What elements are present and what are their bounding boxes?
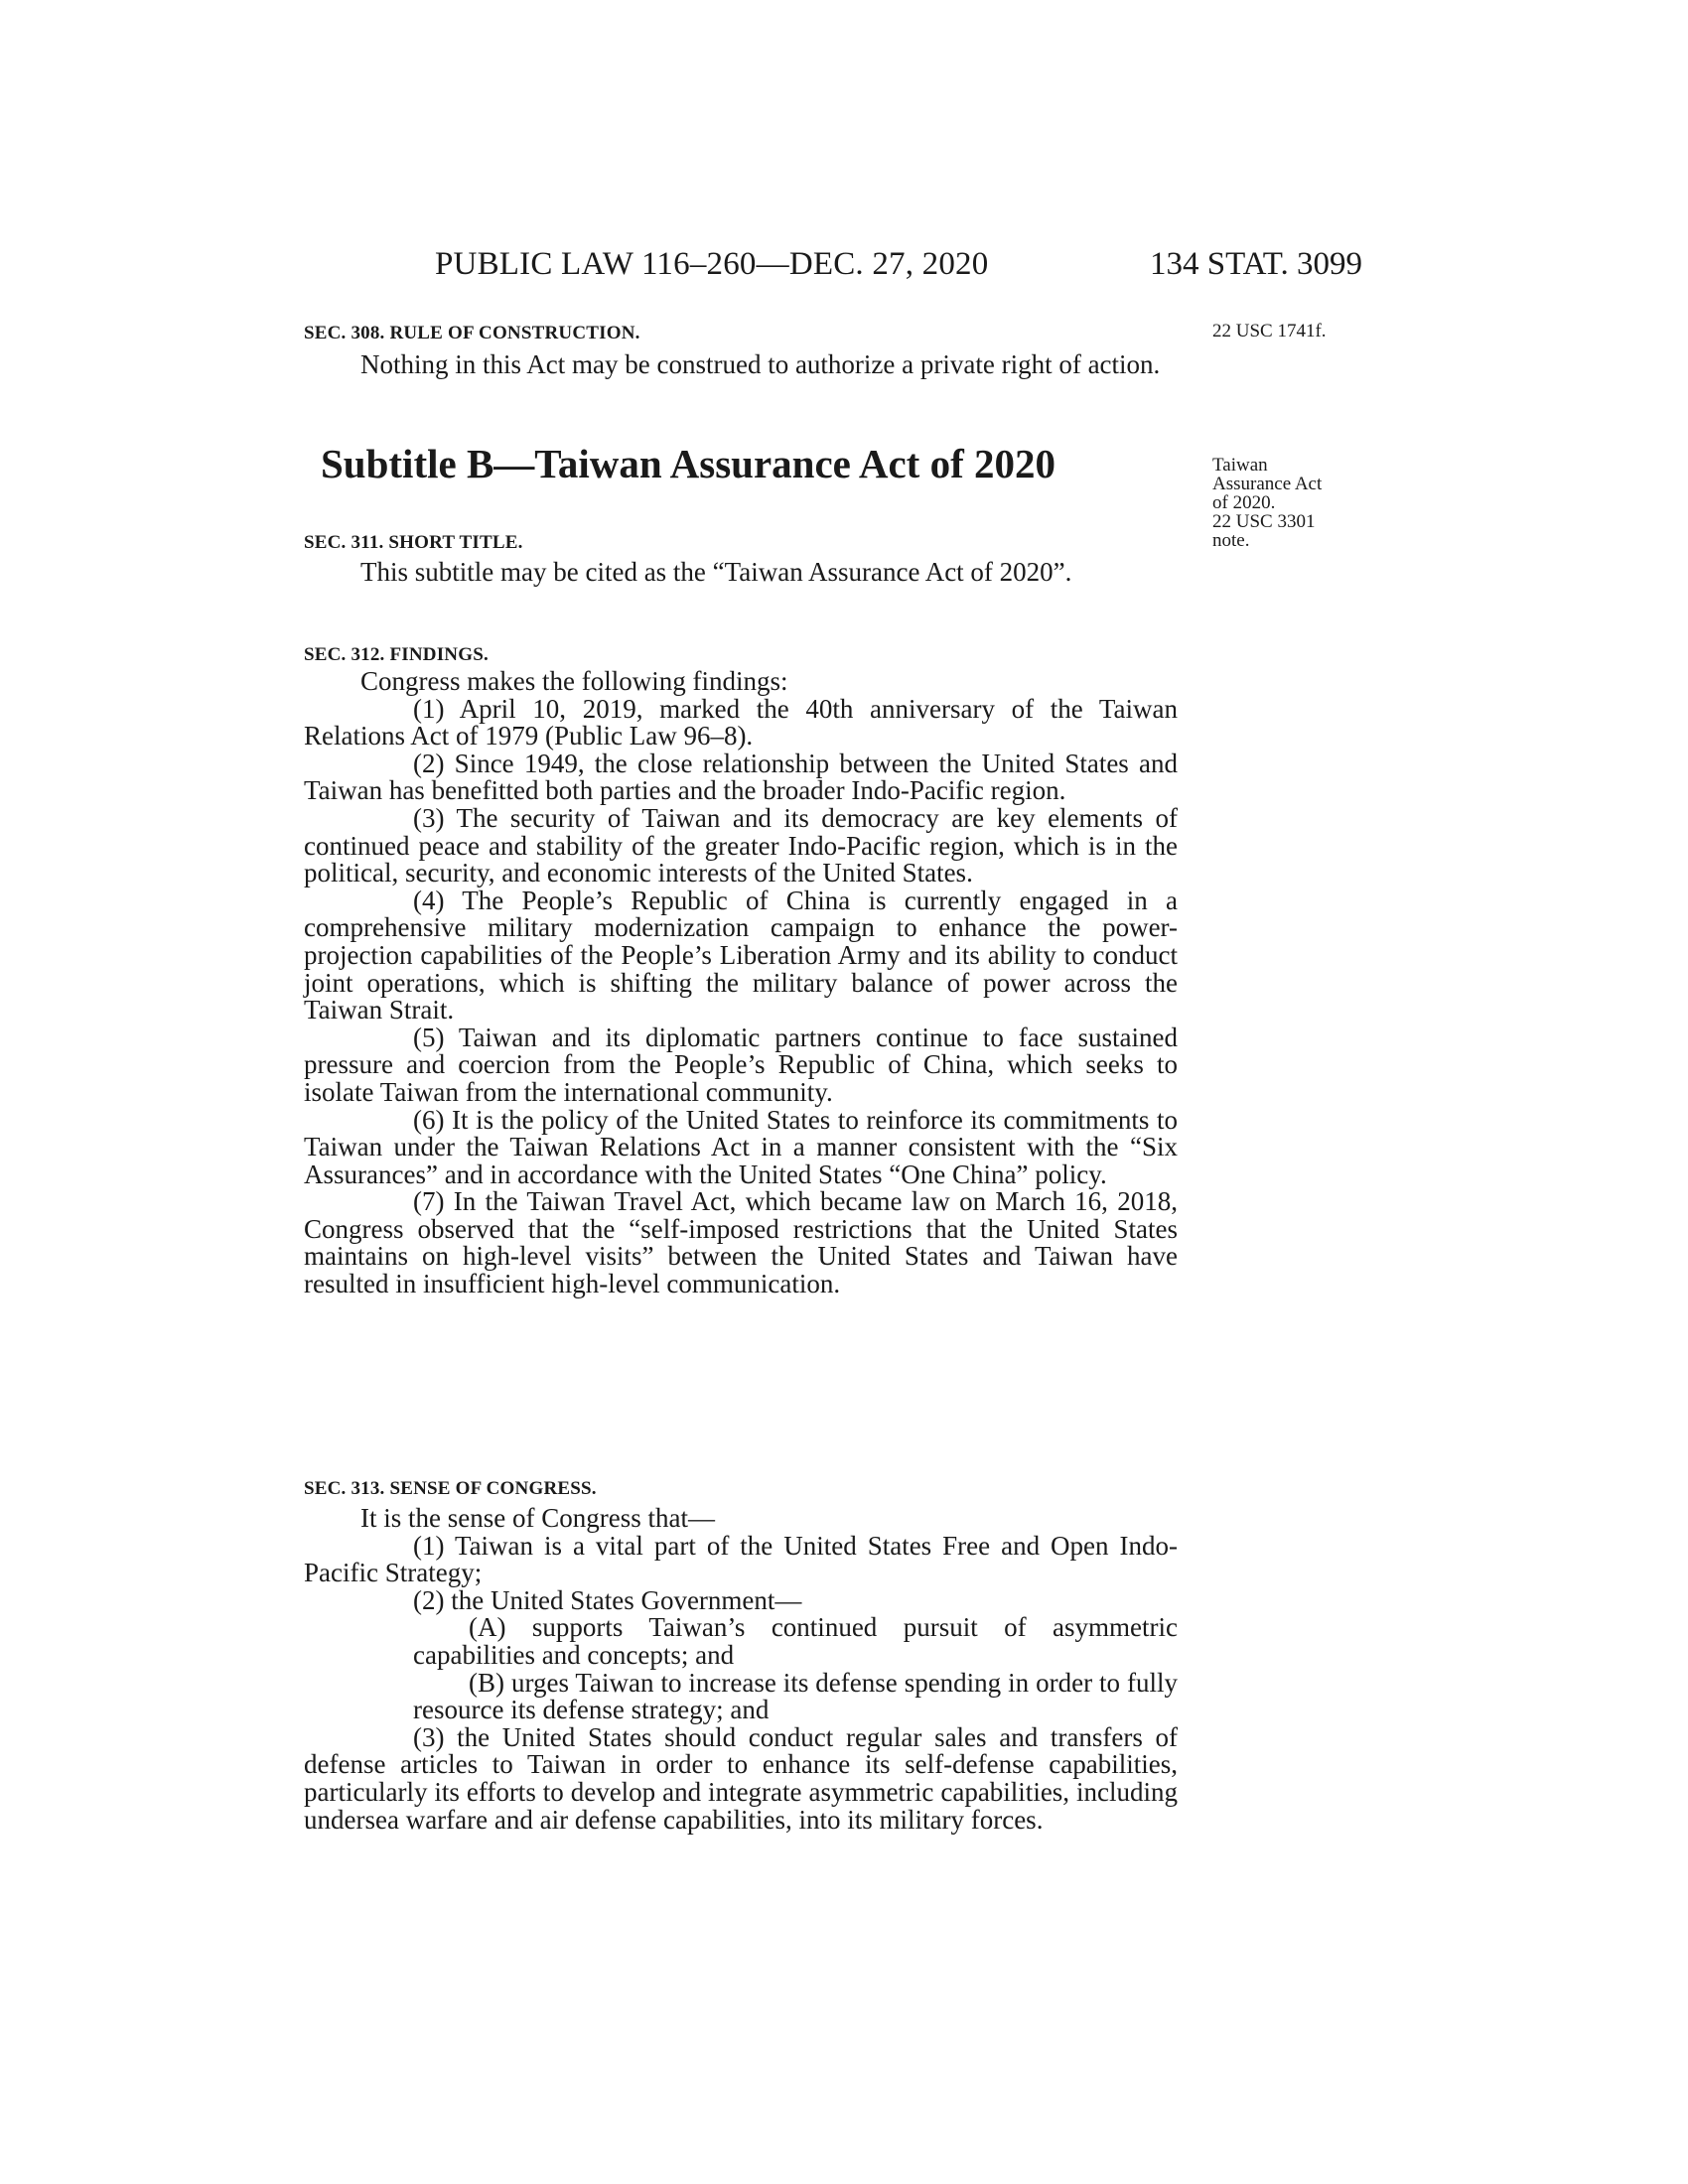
margin-note-line: Assurance Act — [1212, 474, 1323, 494]
paragraph-intro: It is the sense of Congress that— — [360, 1503, 715, 1533]
section-311 — [304, 529, 1184, 557]
paragraph: Nothing in this Act may be construed to authorize a private right of action. — [360, 349, 1161, 379]
section-heading: SEC. 313. SENSE OF CONGRESS. — [304, 1478, 597, 1499]
margin-note-line: 22 USC 3301 — [1212, 511, 1316, 532]
section-313-body — [304, 1505, 1178, 1834]
sense-item: (1) Taiwan is a vital part of the United States Free and Open Indo-Pacific Strategy; — [304, 1530, 1178, 1588]
sense-subitem: (A) supports Taiwan’s continued pursuit of asymmetric capabilities and concepts; and — [413, 1612, 1178, 1670]
subtitle-heading: Subtitle B—Taiwan Assurance Act of 2020 — [321, 441, 1055, 486]
sense-item: (3) the United States should conduct regular sales and transfers of defense articles to Taiwan in order to enhance its self-defense capabilities, particularly its efforts to develop and integrate asymmetric capabilities, including undersea warfare and air defense capabilities, into its military forces. — [304, 1721, 1178, 1835]
section-heading: SEC. 312. FINDINGS. — [304, 644, 489, 665]
section-313 — [304, 1475, 1184, 1503]
section-311-text — [304, 559, 1178, 587]
sense-subitem: (B) urges Taiwan to increase its defense spending in order to fully resource its defense strategy; and — [413, 1667, 1178, 1725]
finding-item: (2) Since 1949, the close relationship between the United States and Taiwan has benefitted both parties and the broader Indo-Pacific region. — [304, 748, 1178, 806]
section-312-body — [304, 668, 1178, 1298]
finding-item: (6) It is the policy of the United States to reinforce its commitments to Taiwan under the Taiwan Relations Act in a manner consistent with the “Six Assurances” and in accordance with the United States “One China” policy. — [304, 1104, 1178, 1189]
section-312 — [304, 641, 1184, 669]
paragraph: This subtitle may be cited as the “Taiwan Assurance Act of 2020”. — [360, 557, 1072, 587]
paragraph-intro: Congress makes the following findings: — [360, 666, 788, 696]
finding-item: (7) In the Taiwan Travel Act, which became law on March 16, 2018, Congress observed that the “self-imposed restrictions that the United States maintains on high-level visits” between the United States and Taiwan have resulted in insufficient high-level communication. — [304, 1186, 1178, 1299]
section-308 — [304, 320, 1184, 347]
finding-item: (5) Taiwan and its diplomatic partners continue to face sustained pressure and coercion from the People’s Republic of China, which seeks to isolate Taiwan from the international community. — [304, 1022, 1178, 1107]
margin-note-line: note. — [1212, 530, 1250, 551]
margin-note-subtitle — [1212, 456, 1391, 550]
running-header: PUBLIC LAW 116–260—DEC. 27, 2020 — [435, 246, 989, 282]
finding-item: (3) The security of Taiwan and its democracy are key elements of continued peace and stability of the greater Indo-Pacific region, which is in the political, security, and economic interests of the United States. — [304, 802, 1178, 888]
section-heading: SEC. 308. RULE OF CONSTRUCTION. — [304, 323, 640, 343]
section-308-text — [304, 351, 1178, 379]
sense-item: (2) the United States Government— — [413, 1584, 802, 1615]
margin-note-line: of 2020. — [1212, 492, 1276, 513]
page-number: 134 STAT. 3099 — [1150, 246, 1363, 282]
finding-item: (4) The People’s Republic of China is currently engaged in a comprehensive military modernization campaign to enhance the power-projection capabilities of the People’s Liberation Army and its ability to conduct joint operations, which is shifting the military balance of power across the Taiwan Strait. — [304, 885, 1178, 1025]
margin-note-line: Taiwan — [1212, 455, 1268, 476]
section-heading: SEC. 311. SHORT TITLE. — [304, 532, 523, 553]
finding-item: (1) April 10, 2019, marked the 40th anniversary of the Taiwan Relations Act of 1979 (Public Law 96–8). — [304, 693, 1178, 751]
margin-note-usc-1741f: 22 USC 1741f. — [1212, 321, 1327, 341]
